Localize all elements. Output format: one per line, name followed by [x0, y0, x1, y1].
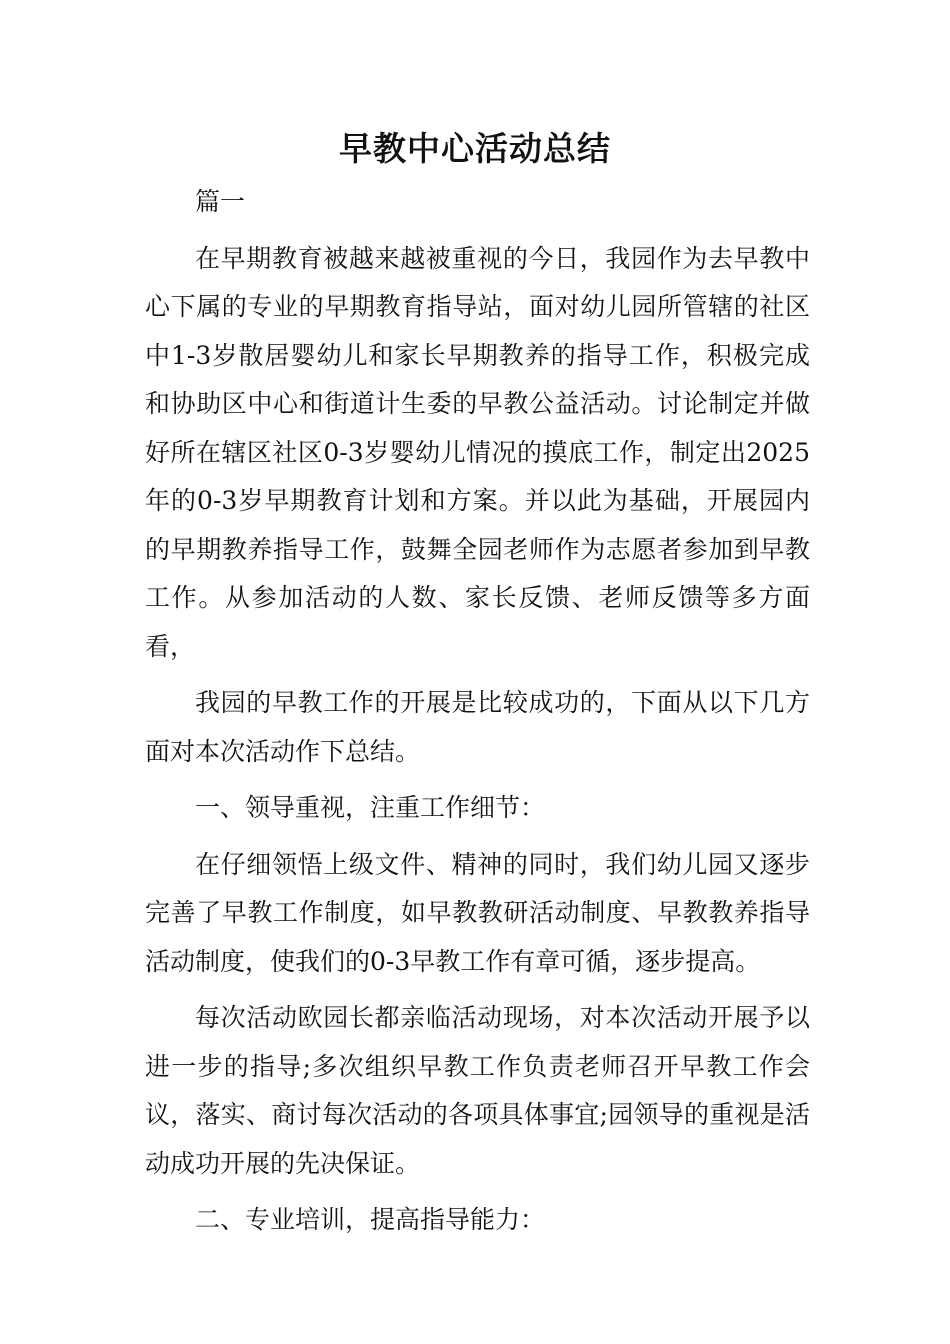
spacer — [145, 1188, 810, 1196]
spacer — [145, 671, 810, 679]
section-heading-2: 二、专业培训，提高指导能力： — [195, 1205, 546, 1234]
document-title: 早教中心活动总结 — [339, 129, 611, 168]
paragraph-intro: 在早期教育被越来越被重视的今日，我园作为去早教中心下属的专业的早期教育指导站，面对幼儿园所管辖的社区中1-3岁散居婴幼儿和家长早期教养的指导工作，积极完成和协助区中心和街道计生委的早教公益活动。讨论制定并做好所在辖区社区0-3岁婴幼儿情况的摸底工作，制定出2025年的0-3岁早期教育计划和方案。并以此为基础，开展园内的早期教养指导工作，鼓舞全园老师作为志愿者参加到早教工作。从参加活动的人数、家长反馈、老师反馈等多方面看， — [145, 243, 810, 661]
paragraph-rules: 在仔细领悟上级文件、精神的同时，我们幼儿园又逐步完善了早教工作制度，如早教教研活动制度、早教教养指导活动制度，使我们的0-3早教工作有章可循，逐步提高。 — [145, 849, 810, 976]
document-body — [145, 178, 810, 1245]
spacer — [145, 227, 810, 235]
spacer — [145, 986, 810, 994]
spacer — [145, 833, 810, 841]
paragraph-leadership: 每次活动欧园长都亲临活动现场，对本次活动开展予以进一步的指导;多次组织早教工作负责老师召开早教工作会议，落实、商讨每次活动的各项具体事宜;园领导的重视是活动成功开展的先决保证。 — [145, 1003, 810, 1178]
spacer — [145, 776, 810, 784]
paragraph-summary-lead: 我园的早教工作的开展是比较成功的，下面从以下几方面对本次活动作下总结。 — [145, 688, 810, 766]
section-label: 篇一 — [195, 187, 246, 216]
section-heading-1: 一、领导重视，注重工作细节： — [195, 793, 546, 822]
